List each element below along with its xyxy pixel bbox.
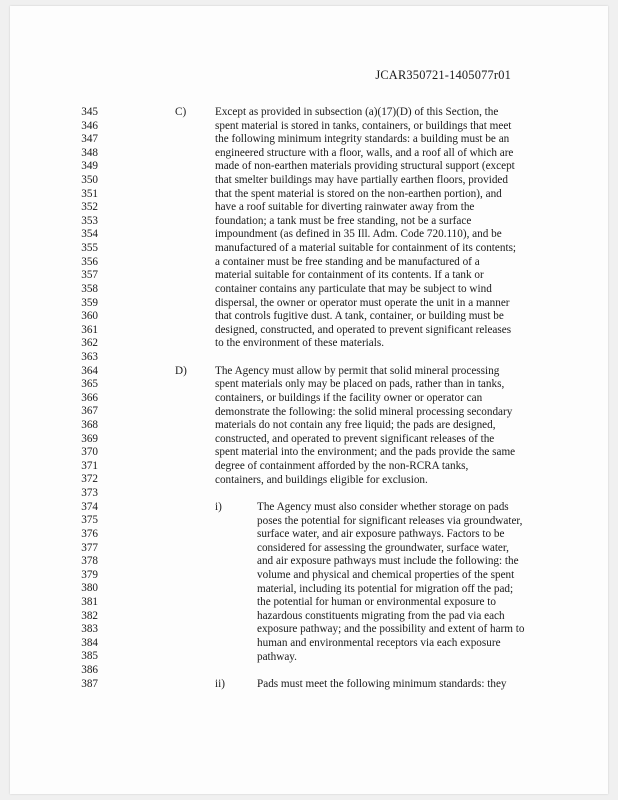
text-line: The Agency must also consider whether storage on pads bbox=[257, 501, 509, 513]
line-number: 380 bbox=[81, 582, 98, 595]
text-line: poses the potential for significant releases via groundwater, bbox=[257, 514, 523, 527]
line-number: 376 bbox=[81, 527, 98, 540]
line-number: 352 bbox=[81, 201, 98, 214]
line-number: 387 bbox=[81, 677, 98, 690]
text-line: material suitable for containment of its contents. If a tank or bbox=[215, 269, 484, 282]
line-number: 375 bbox=[81, 514, 98, 527]
line-number: 357 bbox=[81, 269, 98, 282]
section-d-paragraph bbox=[215, 365, 515, 487]
line-number: 349 bbox=[81, 160, 98, 173]
text-line: hazardous constituents migrating from the pad via each bbox=[257, 609, 505, 622]
line-number: 356 bbox=[81, 255, 98, 268]
text-line: made of non-earthen materials providing structural support (except bbox=[215, 160, 515, 173]
text-line: demonstrate the following: the solid mineral processing secondary bbox=[215, 405, 513, 418]
line-number: 385 bbox=[81, 650, 98, 663]
text-line: dispersal, the owner or operator must operate the unit in a manner bbox=[215, 296, 510, 309]
text-line: containers, and buildings eligible for exclusion. bbox=[215, 473, 428, 486]
document-id: JCAR350721-1405077r01 bbox=[375, 68, 511, 82]
line-number: 363 bbox=[81, 350, 98, 363]
text-line: impoundment (as defined in 35 Ill. Adm. Code 720.110), and be bbox=[215, 228, 502, 241]
line-number: 378 bbox=[81, 555, 98, 568]
text-line: considered for assessing the groundwater, surface water, bbox=[257, 541, 509, 554]
text-line: that the spent material is stored on the non-earthen portion), and bbox=[215, 187, 502, 200]
line-number: 371 bbox=[81, 459, 98, 472]
text-line: Except as provided in subsection (a)(17)(D) of this Section, the bbox=[215, 106, 499, 118]
section-d-i-paragraph bbox=[257, 501, 525, 664]
text-line: containers, or buildings if the facility owner or operator can bbox=[215, 392, 483, 405]
line-number: 350 bbox=[81, 174, 98, 187]
line-number: 370 bbox=[81, 446, 98, 459]
line-number: 365 bbox=[81, 378, 98, 391]
line-number: 361 bbox=[81, 323, 98, 336]
line-number: 354 bbox=[81, 228, 98, 241]
line-number: 382 bbox=[81, 609, 98, 622]
line-number: 348 bbox=[81, 146, 98, 159]
line-number: 362 bbox=[81, 337, 98, 350]
text-line: that smelter buildings may have partially earthen floors, provided bbox=[215, 174, 508, 187]
line-number: 384 bbox=[81, 636, 98, 649]
line-number: 367 bbox=[81, 405, 98, 418]
line-number: 379 bbox=[81, 568, 98, 581]
line-number: 345 bbox=[81, 106, 98, 118]
text-line: foundation; a tank must be free standing, not be a surface bbox=[215, 214, 472, 227]
line-number: 372 bbox=[81, 473, 98, 486]
section-d-label: D) bbox=[175, 364, 187, 377]
text-line: spent material is stored in tanks, containers, or buildings that meet bbox=[215, 119, 512, 132]
text-line: designed, constructed, and operated to prevent significant releases bbox=[215, 323, 512, 336]
text-line: volume and physical and chemical properties of the spent bbox=[257, 569, 515, 582]
line-number: 383 bbox=[81, 623, 98, 636]
line-number: 374 bbox=[81, 500, 98, 513]
line-number: 368 bbox=[81, 419, 98, 432]
text-line: materials do not contain any free liquid; the pads are designed, bbox=[215, 419, 496, 432]
text-line: human and environmental receptors via each exposure bbox=[257, 637, 501, 650]
text-line: material, including its potential for migration off the pad; bbox=[257, 582, 514, 595]
section-d-i-label: i) bbox=[215, 501, 222, 513]
section-c-paragraph bbox=[215, 106, 516, 351]
text-line: manufactured of a material suitable for containment of its contents; bbox=[215, 242, 517, 255]
line-number: 351 bbox=[81, 187, 98, 200]
line-number: 369 bbox=[81, 432, 98, 445]
text-line: spent materials only may be placed on pads, rather than in tanks, bbox=[215, 378, 505, 391]
line-number: 359 bbox=[81, 296, 98, 309]
line-number: 373 bbox=[81, 487, 98, 500]
text-line: The Agency must allow by permit that solid mineral processing bbox=[215, 364, 500, 377]
line-number-column bbox=[72, 106, 98, 691]
text-line: a container must be free standing and be manufactured of a bbox=[215, 255, 480, 268]
line-number: 366 bbox=[81, 391, 98, 404]
line-number: 364 bbox=[81, 364, 98, 377]
text-line: the potential for human or environmental exposure to bbox=[257, 596, 496, 609]
text-line: and air exposure pathways must include the following: the bbox=[257, 555, 519, 568]
line-number: 347 bbox=[81, 133, 98, 146]
text-line: spent material into the environment; and the pads provide the same bbox=[215, 446, 516, 459]
line-number: 358 bbox=[81, 282, 98, 295]
text-line: Pads must meet the following minimum standards: they bbox=[257, 678, 507, 690]
text-line: container contains any particulate that may be subject to wind bbox=[215, 282, 492, 295]
text-line: to the environment of these materials. bbox=[215, 337, 385, 350]
text-line: engineered structure with a floor, walls, and a roof all of which are bbox=[215, 146, 514, 159]
line-number: 346 bbox=[81, 119, 98, 132]
text-line: surface water, and air exposure pathways. Factors to be bbox=[257, 528, 505, 541]
text-line: the following minimum integrity standards: a building must be an bbox=[215, 133, 510, 146]
text-line: constructed, and operated to prevent significant releases of the bbox=[215, 432, 495, 445]
line-number: 386 bbox=[81, 663, 98, 676]
text-line: have a roof suitable for diverting rainwater away from the bbox=[215, 201, 475, 214]
line-number: 377 bbox=[81, 541, 98, 554]
line-number: 355 bbox=[81, 242, 98, 255]
text-line: that controls fugitive dust. A tank, container, or building must be bbox=[215, 310, 504, 323]
text-line: degree of containment afforded by the non-RCRA tanks, bbox=[215, 460, 469, 473]
text-line: exposure pathway; and the possibility and extent of harm to bbox=[257, 623, 525, 636]
line-number: 360 bbox=[81, 310, 98, 323]
section-c-label: C) bbox=[175, 106, 187, 118]
text-line: pathway. bbox=[257, 650, 297, 663]
document-page bbox=[10, 6, 608, 794]
line-number: 353 bbox=[81, 214, 98, 227]
section-d-ii-paragraph bbox=[257, 678, 507, 692]
line-number: 381 bbox=[81, 595, 98, 608]
section-d-ii-label: ii) bbox=[215, 678, 225, 690]
